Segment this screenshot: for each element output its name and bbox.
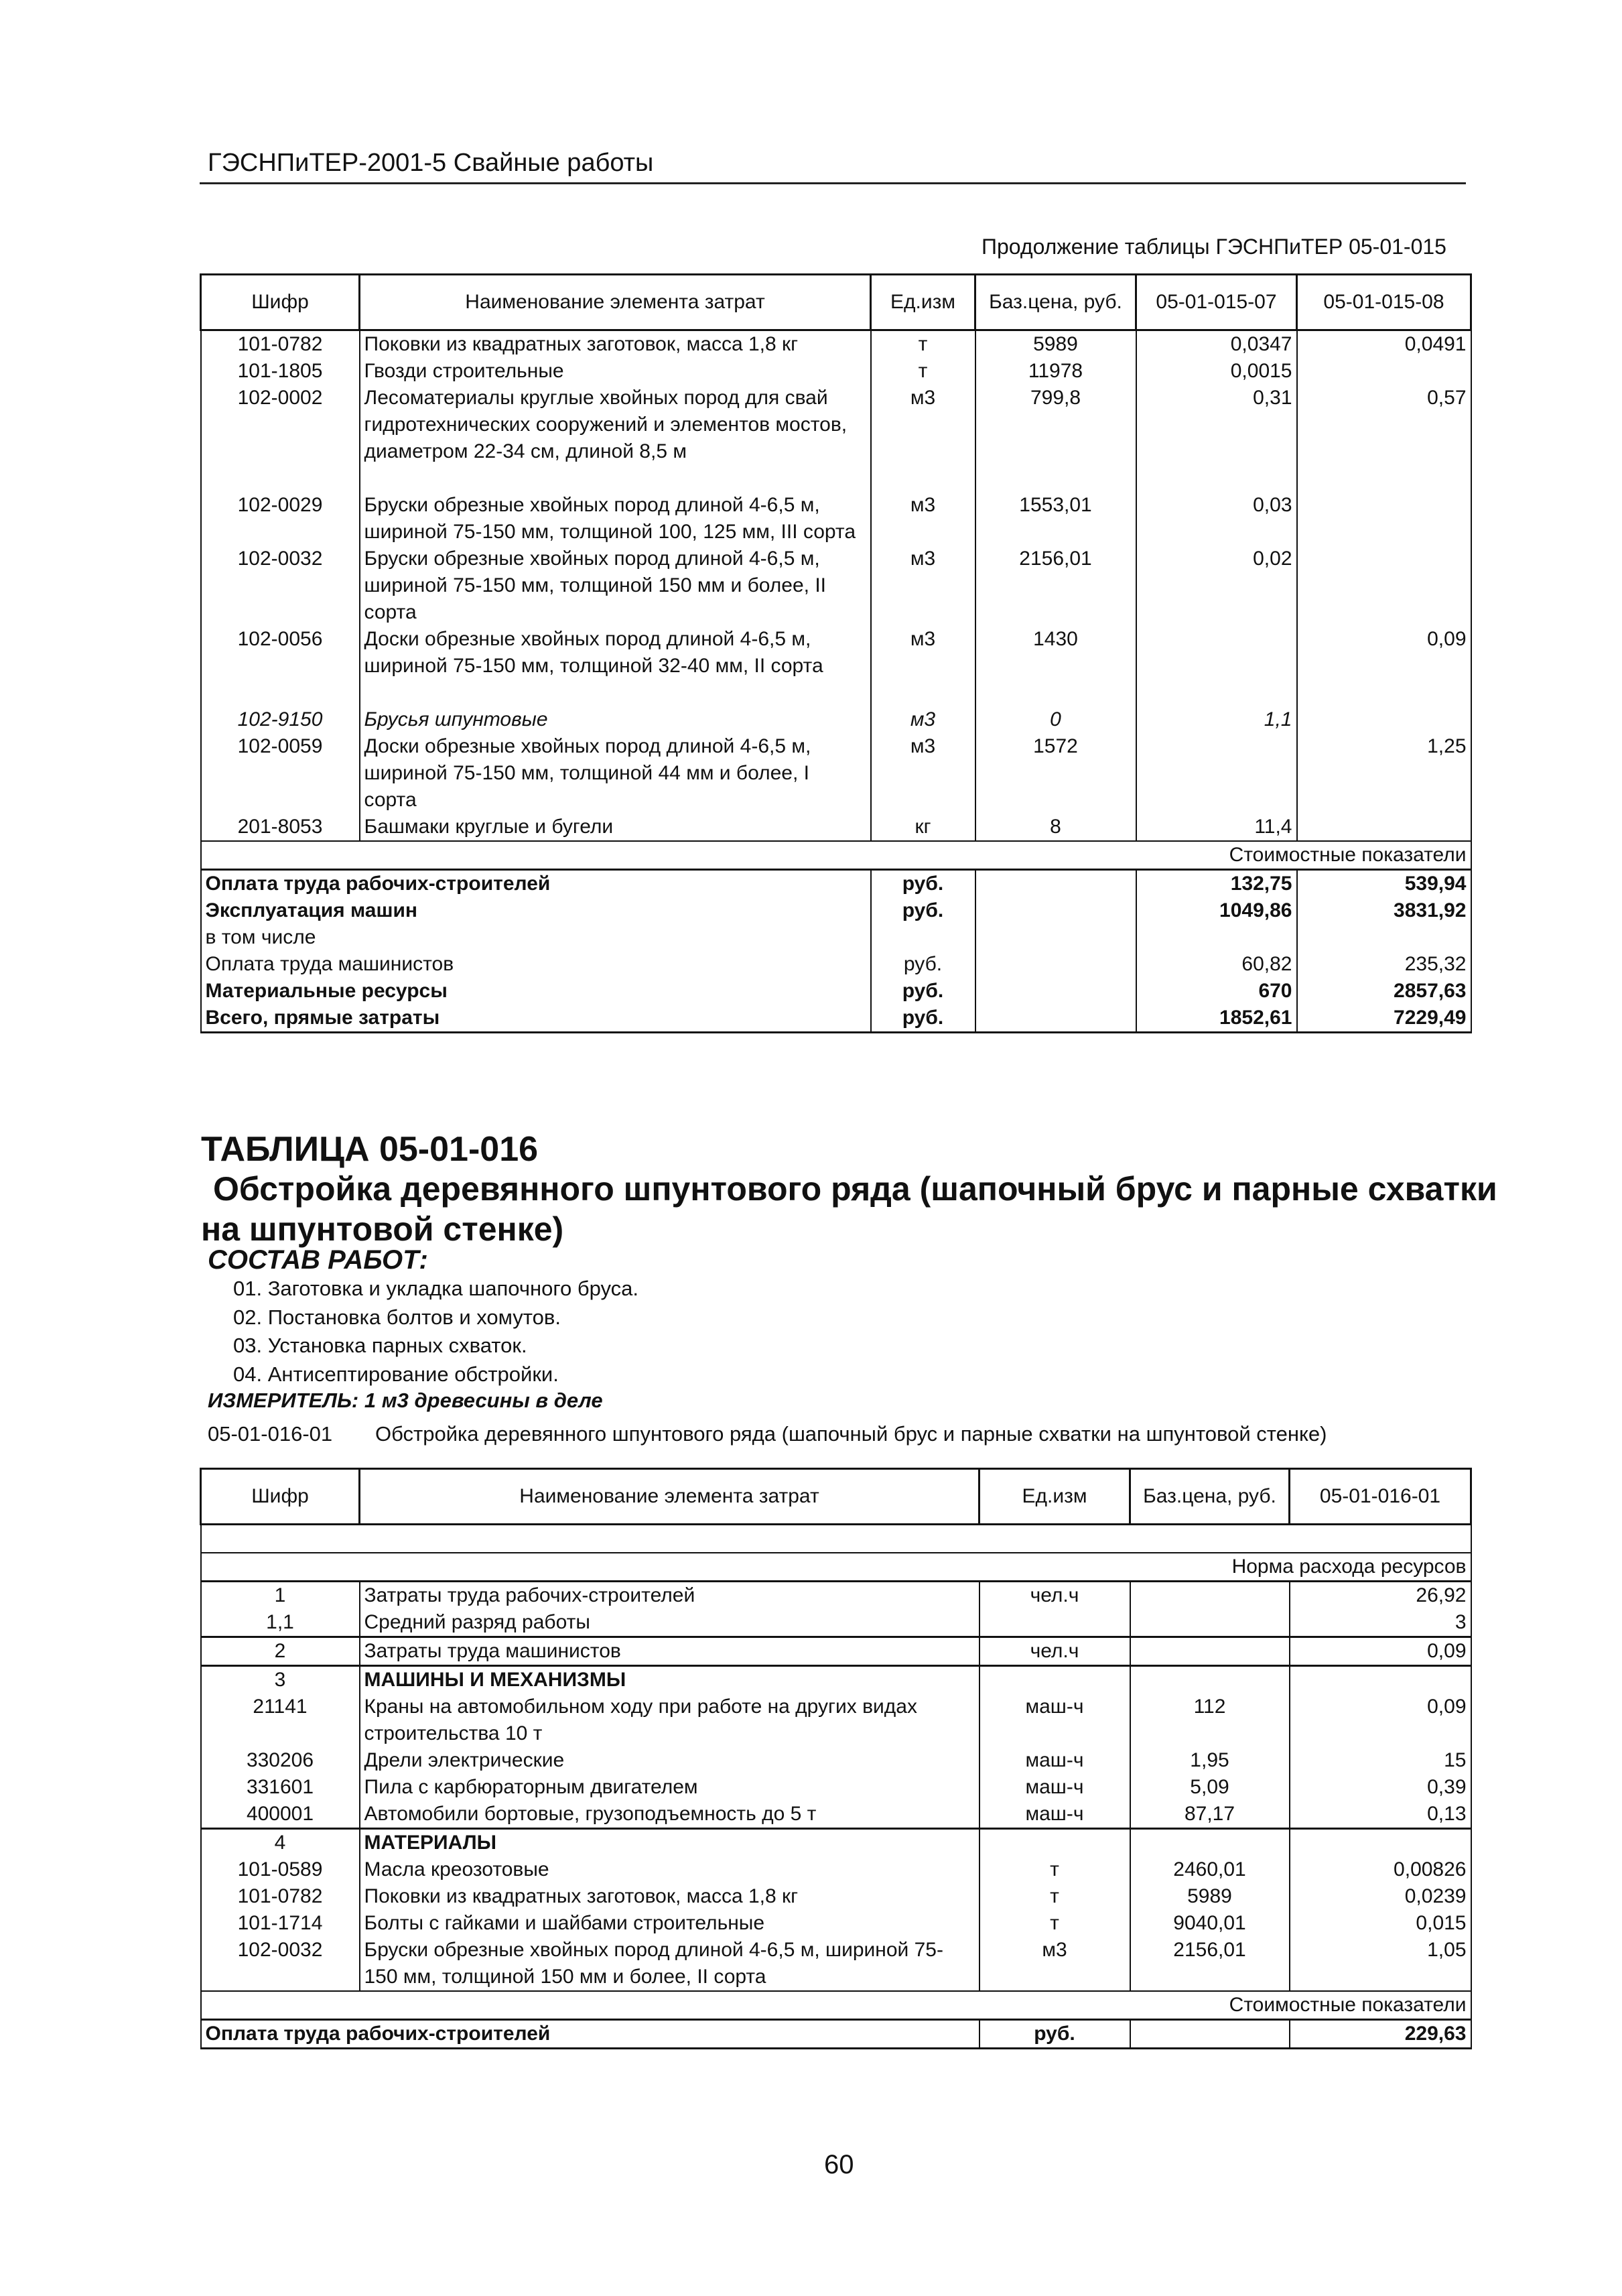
cell-code: 101-1805 [201, 358, 360, 385]
work-composition-heading: СОСТАВ РАБОТ: [208, 1245, 428, 1275]
summary-name: Всего, прямые затраты [201, 1005, 871, 1033]
table-row [201, 1637, 1471, 1666]
cell-price [1130, 1637, 1290, 1666]
cell-unit: м3 [871, 733, 975, 814]
cell-name: Бруски обрезные хвойных пород длиной 4-6,5 м, шириной 75-150 мм, толщиной 150 мм и более, II сорта [360, 1937, 979, 1991]
resource-table-05-01-016 [200, 1468, 1472, 2049]
cell-value-08 [1297, 814, 1471, 841]
cell-code: 1,1 [201, 1609, 360, 1637]
col-header-code: Шифр [201, 1469, 360, 1525]
cell-value: 0,39 [1290, 1774, 1471, 1801]
summary-unit: руб. [979, 2020, 1130, 2049]
table-row [201, 492, 1471, 546]
summary-name: в том числе [201, 924, 871, 951]
col-header-price: Баз.цена, руб. [1130, 1469, 1290, 1525]
summary-row [201, 897, 1471, 924]
cell-value-07: 0,02 [1136, 546, 1297, 626]
cell-name: Масла креозотовые [360, 1856, 979, 1883]
table-row [201, 1883, 1471, 1910]
table-row [201, 330, 1471, 359]
table-row [201, 626, 1471, 680]
summary-row [201, 1005, 1471, 1033]
cell-price: 5989 [975, 330, 1136, 359]
summary-unit: руб. [871, 1005, 975, 1033]
cell-unit: маш-ч [979, 1747, 1130, 1774]
cell-value: 0,00826 [1290, 1856, 1471, 1883]
spacer-row [201, 680, 1471, 706]
cell-unit: кг [871, 814, 975, 841]
work-item: 01. Заготовка и укладка шапочного бруса. [233, 1277, 638, 1300]
table-row [201, 1694, 1471, 1747]
summary-row [201, 870, 1471, 898]
summary-value-07 [1136, 924, 1297, 951]
spacer-row [201, 465, 1471, 492]
cell-code: 101-1714 [201, 1910, 360, 1937]
summary-value-07: 60,82 [1136, 951, 1297, 978]
cell-price: 1553,01 [975, 492, 1136, 546]
summary-unit [871, 924, 975, 951]
cell-name: Башмаки круглые и бугели [360, 814, 871, 841]
summary-value-07: 670 [1136, 978, 1297, 1005]
table-header-row [201, 275, 1471, 330]
cell-unit: т [979, 1856, 1130, 1883]
cell-price: 1430 [975, 626, 1136, 680]
cell-price: 799,8 [975, 385, 1136, 465]
cell-price [1130, 1666, 1290, 1694]
table-row [201, 1582, 1471, 1610]
cell-unit: т [979, 1883, 1130, 1910]
cell-unit [979, 1609, 1130, 1637]
header-rule [200, 182, 1466, 184]
cell-code: 101-0589 [201, 1856, 360, 1883]
summary-value-08: 539,94 [1297, 870, 1471, 898]
cell-price [1130, 1829, 1290, 1857]
section-subtitle-line1: Обстройка деревянного шпунтового ряда (шапочный брус и парные схватки [213, 1170, 1497, 1208]
col-header-price: Баз.цена, руб. [975, 275, 1136, 330]
cell-name: Поковки из квадратных заготовок, масса 1,8 кг [360, 330, 871, 359]
table-row [201, 1856, 1471, 1883]
summary-unit: руб. [871, 951, 975, 978]
col-header-norm-01: 05-01-016-01 [1290, 1469, 1471, 1525]
summary-row [201, 2020, 1471, 2049]
cell-unit [979, 1829, 1130, 1857]
cell-name: Брусья шпунтовые [360, 706, 871, 733]
cell-code: 1 [201, 1582, 360, 1610]
col-header-unit: Ед.изм [871, 275, 975, 330]
table-row [201, 546, 1471, 626]
work-item: 04. Антисептирование обстройки. [233, 1362, 559, 1386]
summary-name: Оплата труда машинистов [201, 951, 871, 978]
cell-code: 4 [201, 1829, 360, 1857]
cell-value-07: 0,03 [1136, 492, 1297, 546]
spacer-row [201, 1525, 1471, 1553]
cell-name: Бруски обрезные хвойных пород длиной 4-6,5 м, шириной 75-150 мм, толщиной 150 мм и более, II сорта [360, 546, 871, 626]
col-header-norm-07: 05-01-015-07 [1136, 275, 1297, 330]
summary-value-08: 235,32 [1297, 951, 1471, 978]
cell-name: Гвозди строительные [360, 358, 871, 385]
cell-unit: маш-ч [979, 1801, 1130, 1829]
cell-name: Доски обрезные хвойных пород длиной 4-6,5 м, шириной 75-150 мм, толщиной 32-40 мм, II сорта [360, 626, 871, 680]
summary-row [201, 978, 1471, 1005]
cell-value-07 [1136, 626, 1297, 680]
cost-label-row [201, 841, 1471, 870]
col-header-name: Наименование элемента затрат [360, 275, 871, 330]
norm-code: 05-01-016-01 [208, 1422, 333, 1446]
norm-name: Обстройка деревянного шпунтового ряда (шапочный брус и парные схватки на шпунтовой стенке) [375, 1422, 1327, 1446]
cell-price: 112 [1130, 1694, 1290, 1747]
col-header-name: Наименование элемента затрат [360, 1469, 979, 1525]
table-row [201, 814, 1471, 841]
cell-price: 11978 [975, 358, 1136, 385]
cell-value: 0,09 [1290, 1694, 1471, 1747]
summary-price [1130, 2020, 1290, 2049]
cell-name: Краны на автомобильном ходу при работе на других видах строительства 10 т [360, 1694, 979, 1747]
cell-name: Болты с гайками и шайбами строительные [360, 1910, 979, 1937]
cell-price: 87,17 [1130, 1801, 1290, 1829]
table-row [201, 1801, 1471, 1829]
cell-price: 2156,01 [1130, 1937, 1290, 1991]
work-item: 03. Установка парных схваток. [233, 1334, 527, 1357]
cell-value: 26,92 [1290, 1582, 1471, 1610]
col-header-unit: Ед.изм [979, 1469, 1130, 1525]
cell-code: 102-0032 [201, 546, 360, 626]
cost-label-row [201, 1991, 1471, 2020]
measure-unit: ИЗМЕРИТЕЛЬ: 1 м3 древесины в деле [208, 1389, 603, 1412]
cell-value-08 [1297, 706, 1471, 733]
cell-value-08: 1,25 [1297, 733, 1471, 814]
running-header: ГЭСНПиТЕР-2001-5 Свайные работы [208, 149, 654, 177]
cell-value: 0,0239 [1290, 1883, 1471, 1910]
section-title: ТАБЛИЦА 05-01-016 [201, 1130, 539, 1169]
cell-name: Затраты труда машинистов [360, 1637, 979, 1666]
cell-code: 201-8053 [201, 814, 360, 841]
continuation-note: Продолжение таблицы ГЭСНПиТЕР 05-01-015 [982, 235, 1446, 259]
cell-name: Поковки из квадратных заготовок, масса 1,8 кг [360, 1883, 979, 1910]
cell-name: Бруски обрезные хвойных пород длиной 4-6,5 м, шириной 75-150 мм, толщиной 100, 125 мм, III сорта [360, 492, 871, 546]
cell-code: 330206 [201, 1747, 360, 1774]
cell-unit [979, 1666, 1130, 1694]
table-row [201, 1829, 1471, 1857]
cost-indicators-label: Стоимостные показатели [201, 1991, 1471, 2020]
cell-unit: маш-ч [979, 1694, 1130, 1747]
cell-value [1290, 1829, 1471, 1857]
summary-value-07: 132,75 [1136, 870, 1297, 898]
page-number: 60 [824, 2150, 854, 2179]
cell-price: 2460,01 [1130, 1856, 1290, 1883]
summary-value-08: 2857,63 [1297, 978, 1471, 1005]
summary-value-07: 1852,61 [1136, 1005, 1297, 1033]
cell-value: 0,13 [1290, 1801, 1471, 1829]
cell-code: 102-0056 [201, 626, 360, 680]
cell-code: 101-0782 [201, 330, 360, 359]
cell-code: 102-0059 [201, 733, 360, 814]
cell-value-07: 11,4 [1136, 814, 1297, 841]
summary-value-08: 3831,92 [1297, 897, 1471, 924]
table-header-row [201, 1469, 1471, 1525]
norm-consumption-label: Норма расхода ресурсов [201, 1553, 1471, 1582]
cell-price: 0 [975, 706, 1136, 733]
table-row [201, 1609, 1471, 1637]
table-row [201, 1910, 1471, 1937]
cell-unit: м3 [979, 1937, 1130, 1991]
cell-value: 3 [1290, 1609, 1471, 1637]
table-row [201, 1937, 1471, 1991]
cell-code: 2 [201, 1637, 360, 1666]
cell-code: 3 [201, 1666, 360, 1694]
table-row [201, 385, 1471, 465]
cell-price: 2156,01 [975, 546, 1136, 626]
cell-price: 8 [975, 814, 1136, 841]
cell-price [1130, 1609, 1290, 1637]
col-header-code: Шифр [201, 275, 360, 330]
cell-value: 0,015 [1290, 1910, 1471, 1937]
cell-code: 102-0029 [201, 492, 360, 546]
cell-value-07: 0,0015 [1136, 358, 1297, 385]
cell-name: Дрели электрические [360, 1747, 979, 1774]
summary-unit: руб. [871, 870, 975, 898]
cell-code: 101-0782 [201, 1883, 360, 1910]
cell-name: Лесоматериалы круглые хвойных пород для свай гидротехнических сооружений и элементов мостов, диаметром 22-34 см, длиной 8,5 м [360, 385, 871, 465]
cell-unit: чел.ч [979, 1637, 1130, 1666]
summary-unit: руб. [871, 978, 975, 1005]
summary-name: Оплата труда рабочих-строителей [201, 870, 871, 898]
summary-value-07: 1049,86 [1136, 897, 1297, 924]
cell-price: 5,09 [1130, 1774, 1290, 1801]
cell-value-08: 0,57 [1297, 385, 1471, 465]
cell-unit: м3 [871, 385, 975, 465]
cell-unit: т [871, 358, 975, 385]
cell-name: Средний разряд работы [360, 1609, 979, 1637]
cell-price: 9040,01 [1130, 1910, 1290, 1937]
cell-code: 102-0032 [201, 1937, 360, 1991]
cell-code: 400001 [201, 1801, 360, 1829]
cell-value-07: 0,31 [1136, 385, 1297, 465]
table-row [201, 358, 1471, 385]
summary-name: Оплата труда рабочих-строителей [201, 2020, 979, 2049]
cell-unit: м3 [871, 706, 975, 733]
cell-price [1130, 1582, 1290, 1610]
cell-value: 0,09 [1290, 1637, 1471, 1666]
cell-value-08 [1297, 492, 1471, 546]
cell-unit: м3 [871, 492, 975, 546]
cell-code: 21141 [201, 1694, 360, 1747]
cell-name: МАШИНЫ И МЕХАНИЗМЫ [360, 1666, 979, 1694]
resource-table-05-01-015 [200, 273, 1472, 1033]
summary-row [201, 951, 1471, 978]
cell-unit: м3 [871, 626, 975, 680]
cell-code: 102-9150 [201, 706, 360, 733]
cell-name: Пила с карбюраторным двигателем [360, 1774, 979, 1801]
cost-indicators-label: Стоимостные показатели [201, 841, 1471, 870]
cell-value-07: 0,0347 [1136, 330, 1297, 359]
cell-value-08: 0,09 [1297, 626, 1471, 680]
cell-value: 15 [1290, 1747, 1471, 1774]
table-row [201, 1666, 1471, 1694]
norm-label-row [201, 1553, 1471, 1582]
table-row [201, 1747, 1471, 1774]
cell-unit: маш-ч [979, 1774, 1130, 1801]
cell-name: МАТЕРИАЛЫ [360, 1829, 979, 1857]
cell-unit: м3 [871, 546, 975, 626]
cell-value-08 [1297, 546, 1471, 626]
cell-unit: т [979, 1910, 1130, 1937]
table-row [201, 733, 1471, 814]
cell-price: 1572 [975, 733, 1136, 814]
table-row [201, 706, 1471, 733]
cell-value: 1,05 [1290, 1937, 1471, 1991]
table-row [201, 1774, 1471, 1801]
summary-unit: руб. [871, 897, 975, 924]
cell-code: 331601 [201, 1774, 360, 1801]
summary-name: Материальные ресурсы [201, 978, 871, 1005]
summary-row [201, 924, 1471, 951]
cell-name: Затраты труда рабочих-строителей [360, 1582, 979, 1610]
cell-name: Доски обрезные хвойных пород длиной 4-6,5 м, шириной 75-150 мм, толщиной 44 мм и более, I сорта [360, 733, 871, 814]
cell-name: Автомобили бортовые, грузоподъемность до 5 т [360, 1801, 979, 1829]
section-subtitle-line2: на шпунтовой стенке) [201, 1210, 564, 1248]
cell-value [1290, 1666, 1471, 1694]
summary-name: Эксплуатация машин [201, 897, 871, 924]
summary-value-08 [1297, 924, 1471, 951]
cell-price: 1,95 [1130, 1747, 1290, 1774]
cell-unit: чел.ч [979, 1582, 1130, 1610]
summary-value-08: 7229,49 [1297, 1005, 1471, 1033]
cell-value-08 [1297, 358, 1471, 385]
work-item: 02. Постановка болтов и хомутов. [233, 1305, 561, 1329]
cell-value-07: 1,1 [1136, 706, 1297, 733]
cell-price: 5989 [1130, 1883, 1290, 1910]
summary-value: 229,63 [1290, 2020, 1471, 2049]
col-header-norm-08: 05-01-015-08 [1297, 275, 1471, 330]
cell-value-07 [1136, 733, 1297, 814]
cell-unit: т [871, 330, 975, 359]
cell-value-08: 0,0491 [1297, 330, 1471, 359]
cell-code: 102-0002 [201, 385, 360, 465]
